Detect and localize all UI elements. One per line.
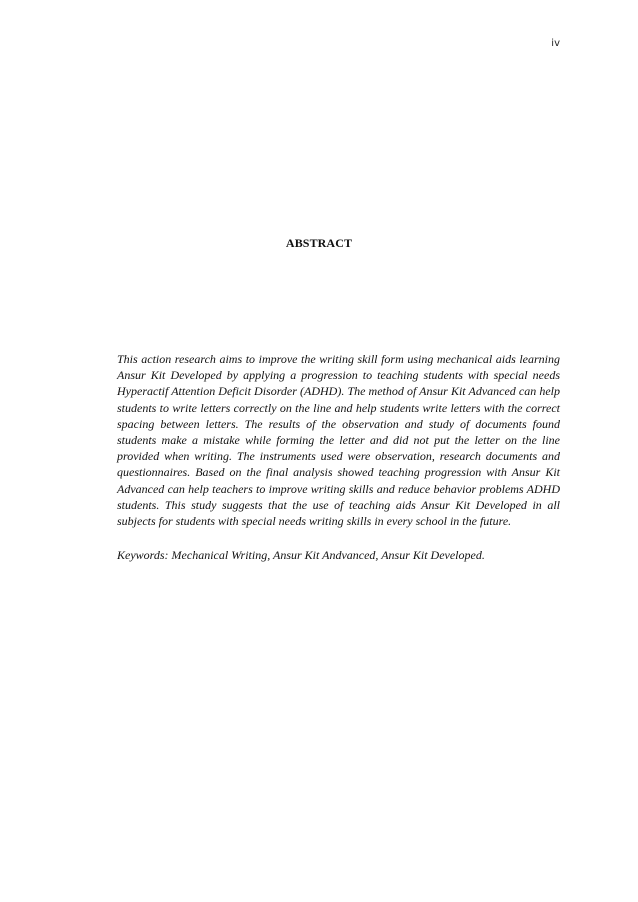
keywords-line: Keywords: Mechanical Writing, Ansur Kit Andvanced, Ansur Kit Developed. bbox=[117, 548, 485, 562]
page-number: iv bbox=[551, 38, 560, 49]
abstract-paragraph: This action research aims to improve the writing skill form using mechanical aids learning Ansur Kit Developed by applying a progression to teaching students with special needs Hyperactif Attention Deficit Disorder (ADHD). The method of Ansur Kit Advanced can help students to write letters correctly on the line and help students write letters with the correct spacing between letters. The results of the observation and study of documents found students make a mistake while forming the letter and did not put the letter on the line provided when writing. The instruments used were observation, research documents and questionnaires. Based on the final analysis showed teaching progression with Ansur Kit Advanced can help teachers to improve writing skills and reduce behavior problems ADHD students. This study suggests that the use of teaching aids Ansur Kit Developed in all subjects for students with special needs writing skills in every school in the future. bbox=[117, 352, 560, 529]
abstract-heading: ABSTRACT bbox=[285, 236, 353, 250]
